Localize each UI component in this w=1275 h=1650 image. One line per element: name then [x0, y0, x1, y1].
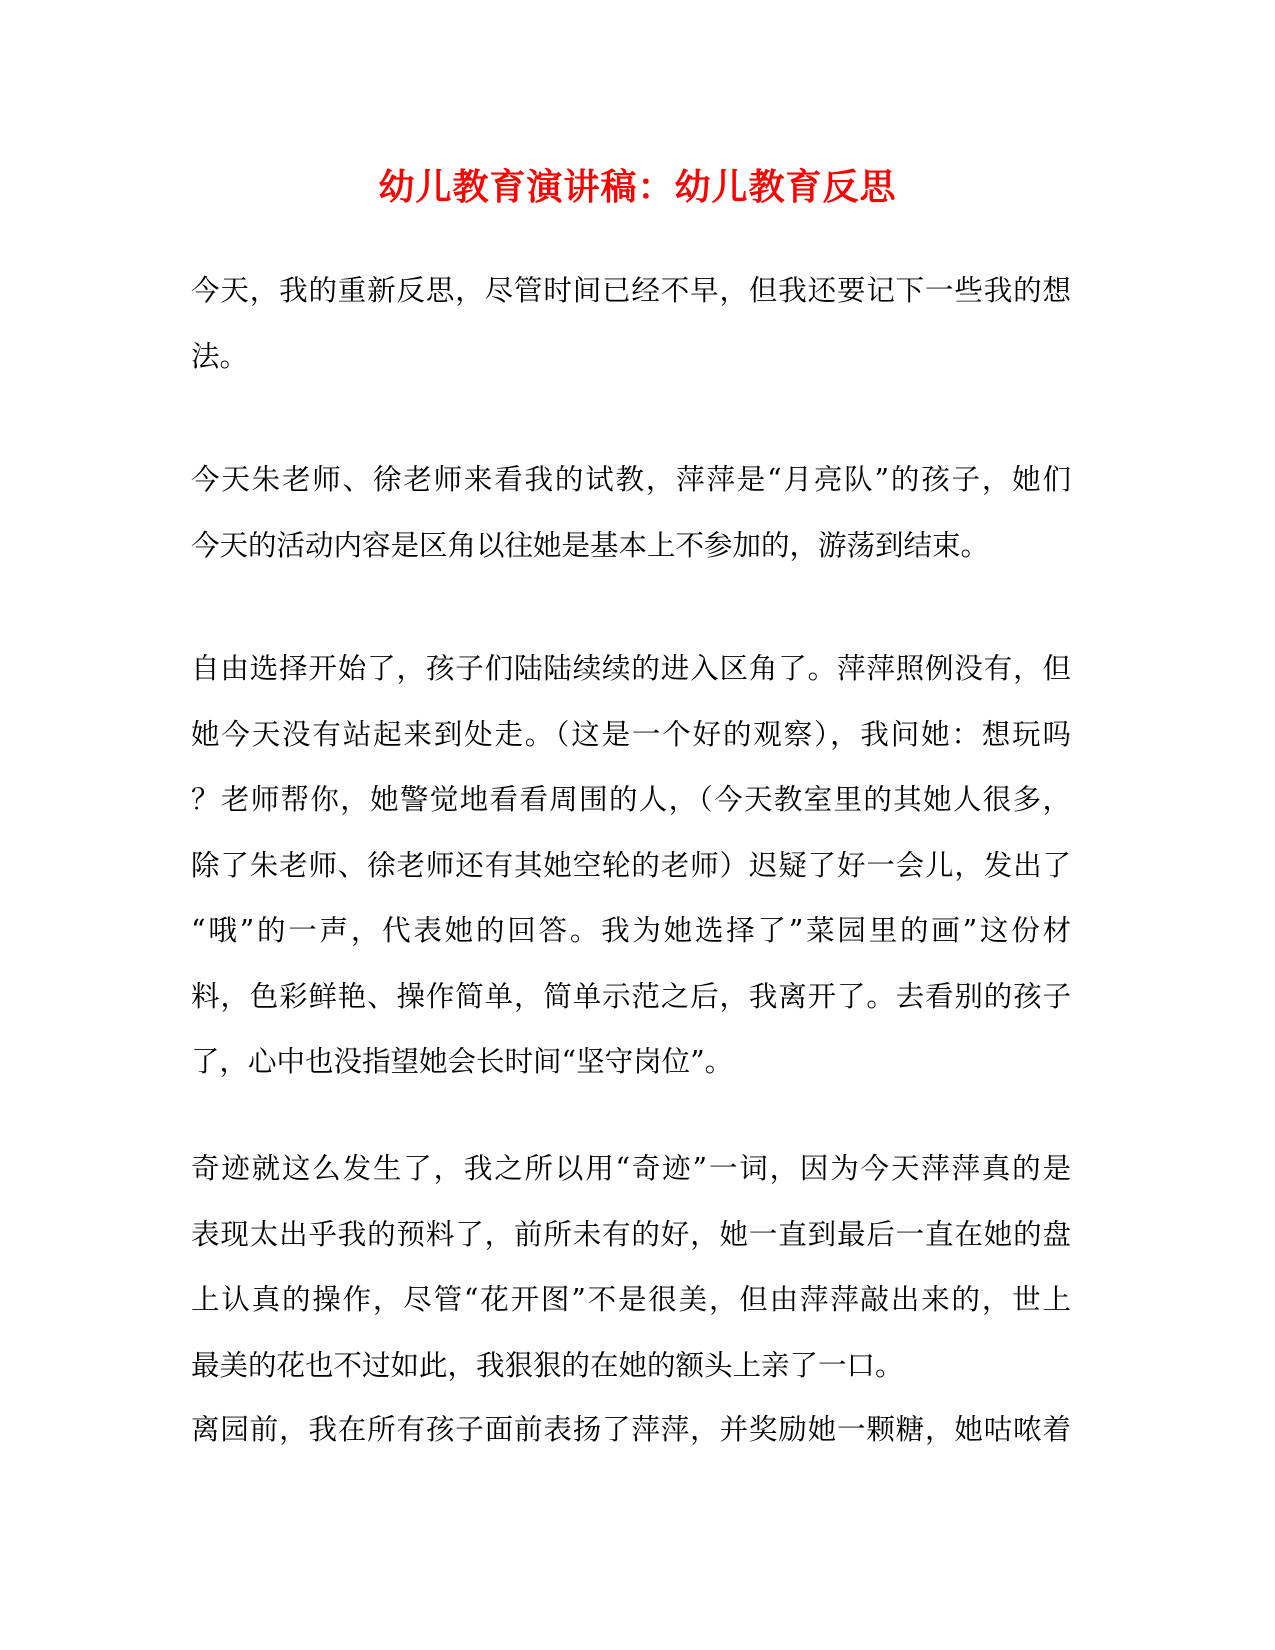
text-line: 奇迹就这么发生了，我之所以用“奇迹”一词，因为今天萍萍真的是 — [191, 1152, 1071, 1185]
text-line: 她今天没有站起来到处走。（这是一个好的观察），我问她：想玩吗 — [191, 717, 1071, 751]
document-title: 幼儿教育演讲稿：幼儿教育反思 — [378, 166, 897, 208]
text-line: 今天的活动内容是区角以往她是基本上不参加的，游荡到结束。 — [191, 528, 990, 562]
text-line: 除了朱老师、徐老师还有其她空轮的老师）迟疑了好一会儿，发出了 — [191, 848, 1071, 882]
text-line: “哦”的一声，代表她的回答。我为她选择了”菜园里的画”这份材 — [191, 914, 1071, 947]
text-line: 上认真的操作，尽管“花开图”不是很美，但由萍萍敲出来的，世上 — [191, 1283, 1071, 1316]
text-line: 表现太出乎我的预料了，前所未有的好，她一直到最后一直在她的盘 — [191, 1217, 1071, 1251]
text-line: 今天，我的重新反思，尽管时间已经不早，但我还要记下一些我的想 — [191, 274, 1071, 307]
text-line: 了，心中也没指望她会长时间“坚守岗位”。 — [191, 1045, 734, 1078]
text-line: 法。 — [191, 339, 249, 373]
paragraph-3 — [191, 636, 1071, 1095]
paragraph-2 — [191, 447, 1071, 578]
text-line: ？老师帮你，她警觉地看看周围的人，（今天教室里的其她人很多， — [191, 783, 1071, 816]
paragraph-4 — [191, 1136, 1071, 1398]
text-line: 今天朱老师、徐老师来看我的试教，萍萍是“月亮队”的孩子，她们 — [191, 463, 1071, 496]
paragraph-5 — [191, 1397, 1071, 1463]
text-line: 自由选择开始了，孩子们陆陆续续的进入区角了。萍萍照例没有，但 — [191, 652, 1071, 685]
paragraph-1 — [191, 258, 1071, 389]
text-line: 离园前，我在所有孩子面前表扬了萍萍，并奖励她一颗糖，她咕哝着 — [191, 1413, 1071, 1446]
text-line: 最美的花也不过如此，我狠狠的在她的额头上亲了一口。 — [191, 1348, 904, 1382]
text-line: 料，色彩鲜艳、操作简单，简单示范之后，我离开了。去看别的孩子 — [191, 979, 1071, 1013]
